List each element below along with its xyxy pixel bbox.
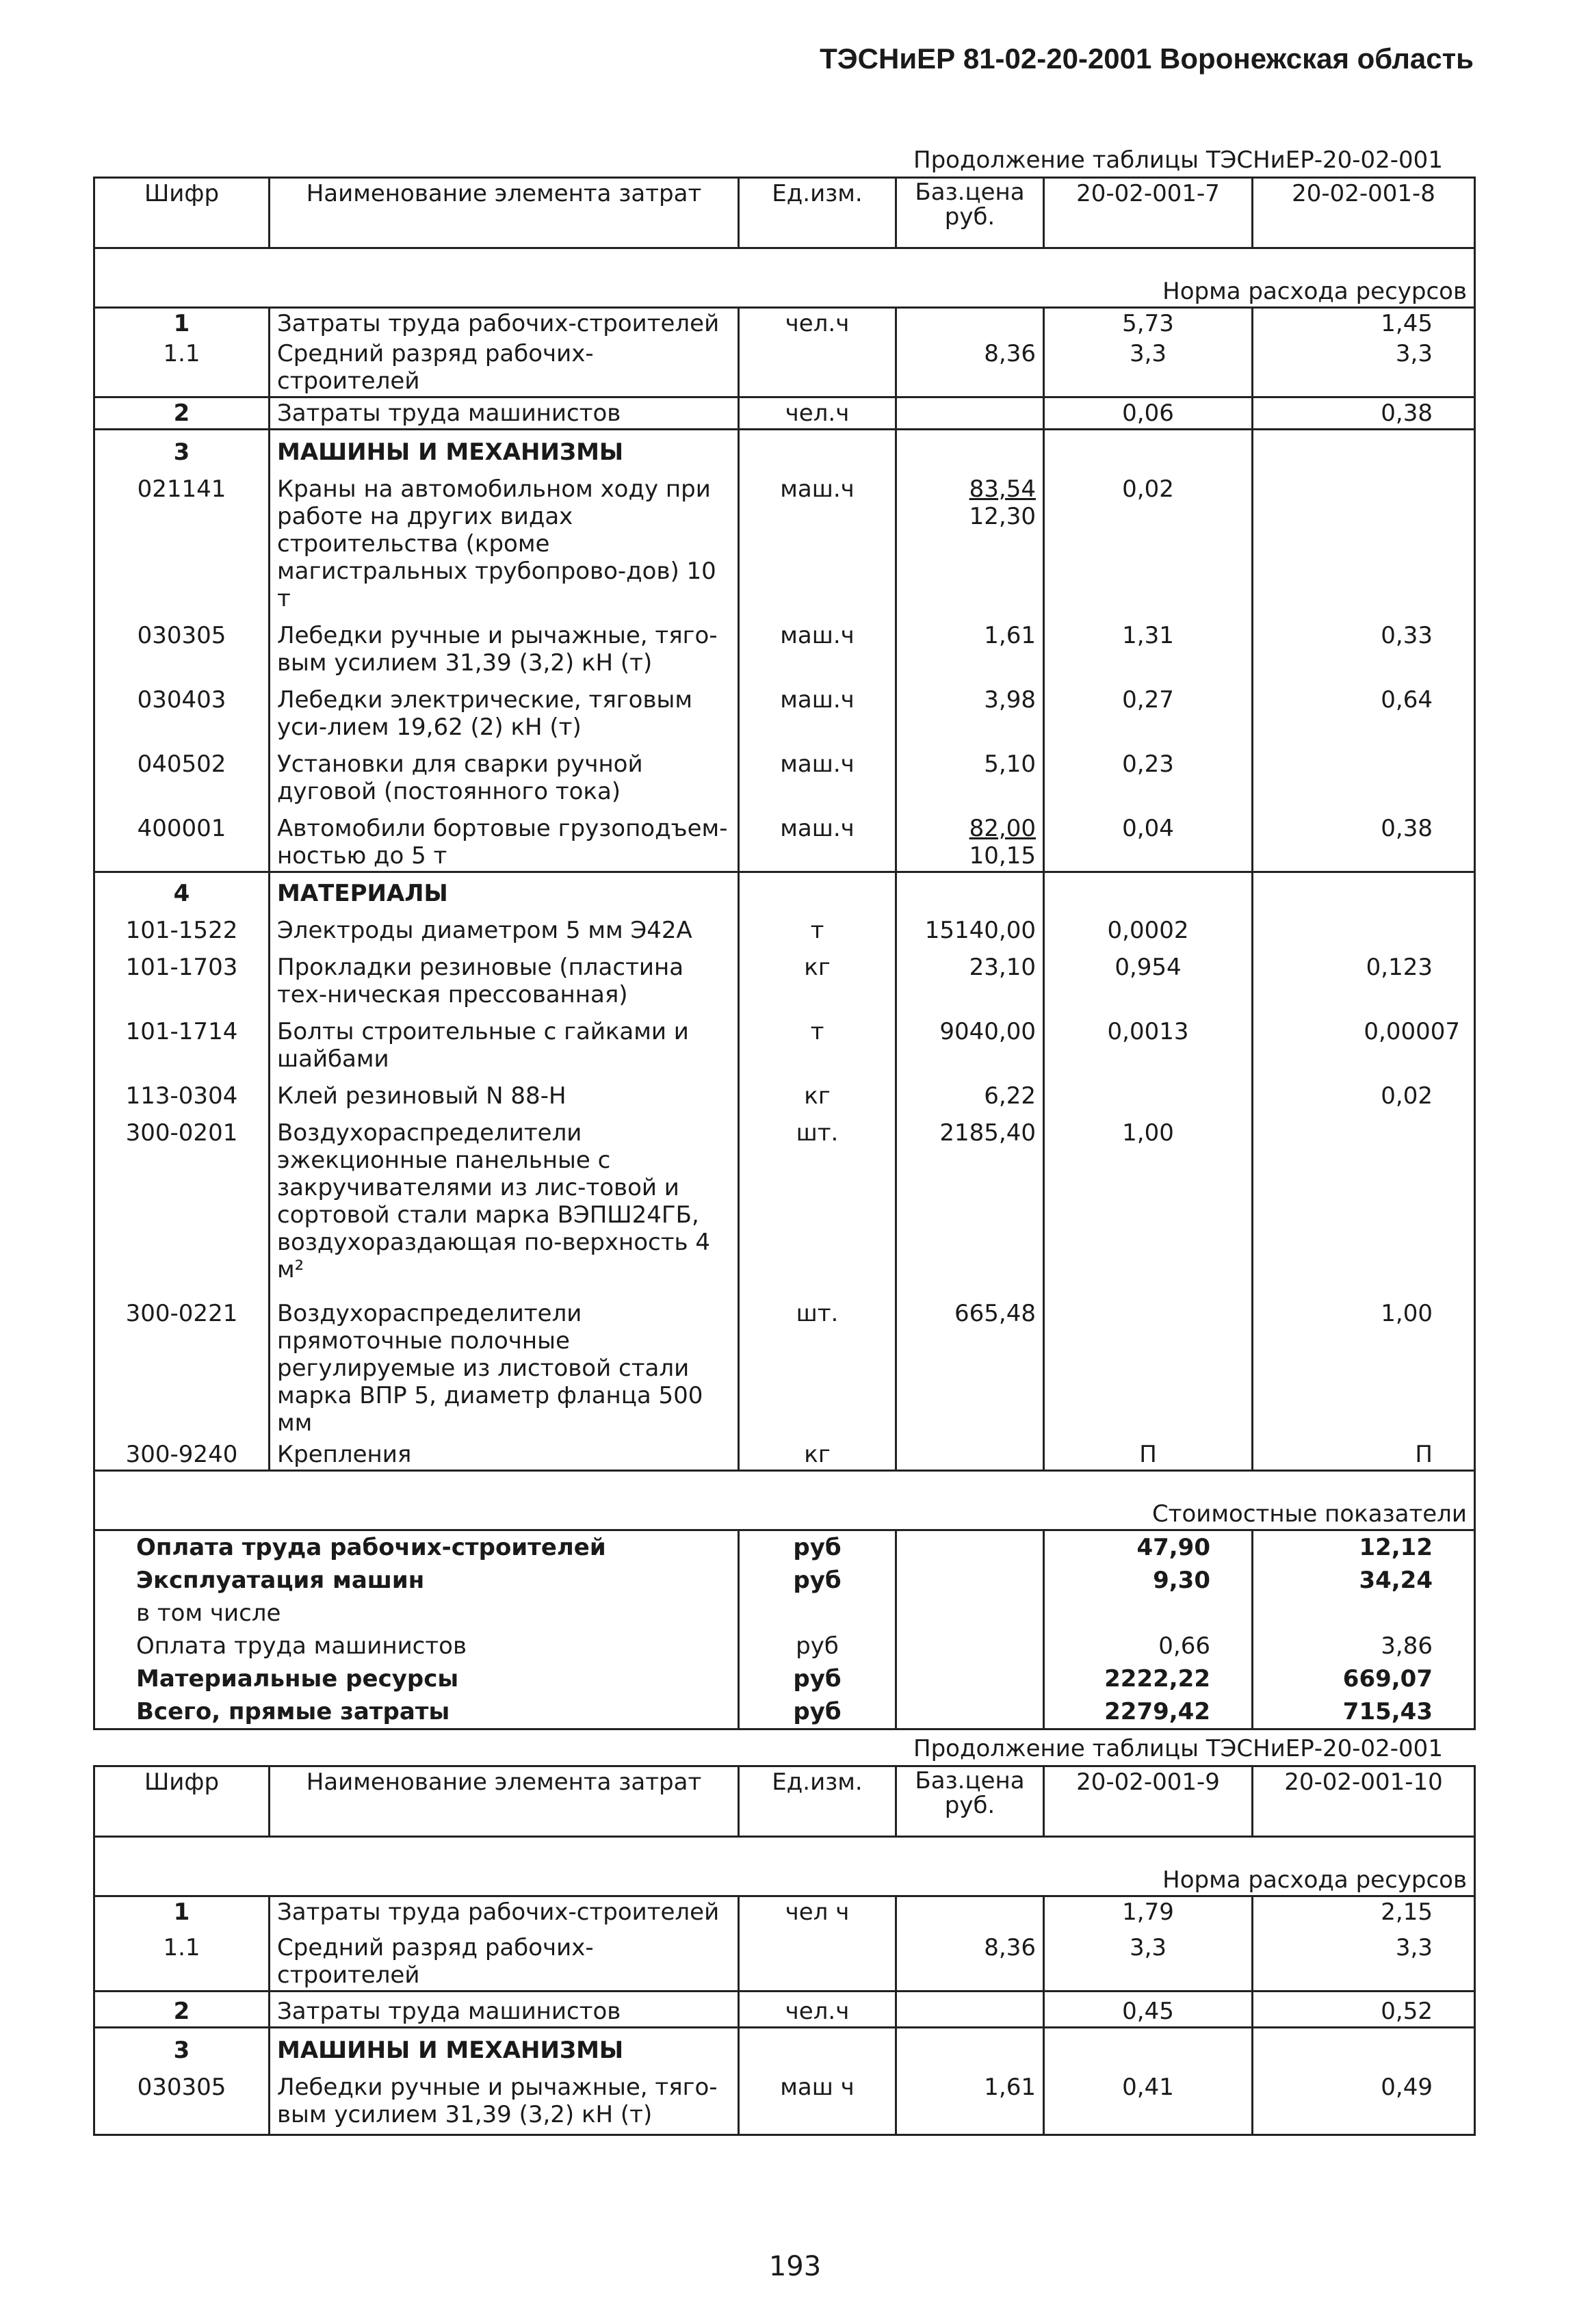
row-value-b [1253, 467, 1475, 614]
cost-row [94, 1564, 1475, 1597]
row-code: 2 [94, 1992, 270, 2028]
row-unit: маш.ч [739, 614, 896, 678]
row-unit: кг [739, 1438, 896, 1471]
spacer-row [94, 1471, 1475, 1500]
cost-name: Эксплуатация машин [94, 1564, 739, 1597]
table-row [94, 807, 1475, 872]
row-code: 021141 [94, 467, 270, 614]
col-header-price: Баз.цена руб. [896, 1766, 1044, 1837]
document-header: ТЭСНиЕР 81-02-20-2001 Воронежская область [820, 42, 1474, 75]
row-value-a: 0,27 [1044, 678, 1253, 742]
row-price-secondary: 12,30 [969, 503, 1036, 530]
row-value-a: 0,41 [1044, 2065, 1253, 2135]
page-number: 193 [768, 2251, 822, 2282]
row-price: 1,61 [896, 2065, 1044, 2135]
cost-value-b: 12,12 [1253, 1530, 1475, 1565]
col-header-b: 20-02-001-8 [1253, 178, 1475, 248]
table-row [94, 614, 1475, 678]
row-value-b [1253, 1111, 1475, 1292]
row-price-secondary: 10,15 [969, 842, 1036, 870]
row-code: 1.1 [94, 339, 270, 397]
row-price: 3,98 [896, 678, 1044, 742]
row-name: Болты строительные с гайками и шайбами [270, 1010, 739, 1074]
table-row [94, 909, 1475, 945]
row-code: 300-0221 [94, 1292, 270, 1438]
table-row [94, 2065, 1475, 2135]
norm-label-row [94, 276, 1475, 308]
row-value-a [1044, 1074, 1253, 1111]
row-unit [739, 339, 896, 397]
row-value-a: 1,31 [1044, 614, 1253, 678]
row-code: 1 [94, 1896, 270, 1928]
cost-value-b: 715,43 [1253, 1695, 1475, 1729]
row-value-a: П [1044, 1438, 1253, 1471]
cost-value-b: 3,86 [1253, 1630, 1475, 1662]
row-name: Лебедки электрические, тяговым уси-лием 19,62 (2) кН (т) [270, 678, 739, 742]
row-value-b: П [1253, 1438, 1475, 1471]
table-row [94, 397, 1475, 430]
row-unit: маш ч [739, 2065, 896, 2135]
cost-value-a [1044, 1597, 1253, 1630]
table-row [94, 1438, 1475, 1471]
row-price: 8,36 [896, 1927, 1044, 1992]
row-price [896, 467, 1044, 614]
row-code: 101-1703 [94, 945, 270, 1010]
table-row [94, 1992, 1475, 2028]
cost-value-a: 0,66 [1044, 1630, 1253, 1662]
row-price [896, 397, 1044, 430]
row-price: 665,48 [896, 1292, 1044, 1438]
row-name: Электроды диаметром 5 мм Э42А [270, 909, 739, 945]
row-value-a: 0,06 [1044, 397, 1253, 430]
row-unit: т [739, 909, 896, 945]
row-name: Лебедки ручные и рычажные, тяго-вым усилием 31,39 (3,2) кН (т) [270, 614, 739, 678]
row-value-a: 3,3 [1044, 339, 1253, 397]
row-unit: маш.ч [739, 742, 896, 807]
row-unit: т [739, 1010, 896, 1074]
table-row [94, 1292, 1475, 1438]
section-row-machines [94, 2028, 1475, 2066]
row-value-a: 0,23 [1044, 742, 1253, 807]
section-title: МАТЕРИАЛЫ [270, 872, 739, 909]
cost-label-row [94, 1499, 1475, 1530]
row-name: Воздухораспределители прямоточные полочные регулируемые из листовой стали марка ВПР 5, диаметр фланца 500 мм [270, 1292, 739, 1438]
table-row [94, 1896, 1475, 1928]
cost-row [94, 1695, 1475, 1729]
section-row-machines [94, 430, 1475, 468]
row-code: 030305 [94, 614, 270, 678]
row-price-main: 83,54 [969, 475, 1036, 503]
row-name: Автомобили бортовые грузоподъем-ностью до 5 т [270, 807, 739, 872]
row-value-a: 1,79 [1044, 1896, 1253, 1928]
row-unit: маш.ч [739, 467, 896, 614]
spacer-row [94, 248, 1475, 277]
row-value-a: 1,00 [1044, 1111, 1253, 1292]
cost-name: Оплата труда машинистов [94, 1630, 739, 1662]
section-title: МАШИНЫ И МЕХАНИЗМЫ [270, 430, 739, 468]
table-row [94, 678, 1475, 742]
row-name: Установки для сварки ручной дуговой (постоянного тока) [270, 742, 739, 807]
row-value-b [1253, 909, 1475, 945]
row-value-b: 3,3 [1253, 339, 1475, 397]
cost-value-a: 47,90 [1044, 1530, 1253, 1565]
col-header-b: 20-02-001-10 [1253, 1766, 1475, 1837]
col-header-name: Наименование элемента затрат [270, 1766, 739, 1837]
cost-name: в том числе [94, 1597, 739, 1630]
cost-value-a: 2222,22 [1044, 1662, 1253, 1695]
row-code: 040502 [94, 742, 270, 807]
row-value-b: 0,33 [1253, 614, 1475, 678]
row-code: 113-0304 [94, 1074, 270, 1111]
cost-unit: руб [739, 1662, 896, 1695]
norm-label: Норма расхода ресурсов [1044, 276, 1475, 308]
row-unit: кг [739, 945, 896, 1010]
row-price: 1,61 [896, 614, 1044, 678]
row-value-b: 1,00 [1253, 1292, 1475, 1438]
cost-unit: руб [739, 1564, 896, 1597]
row-unit: шт. [739, 1292, 896, 1438]
row-value-b: 0,38 [1253, 807, 1475, 872]
table-row [94, 1074, 1475, 1111]
row-price: 6,22 [896, 1074, 1044, 1111]
cost-row [94, 1530, 1475, 1565]
row-name: Затраты труда рабочих-строителей [270, 1896, 739, 1928]
row-code: 101-1522 [94, 909, 270, 945]
row-unit: чел.ч [739, 308, 896, 339]
row-price [896, 1992, 1044, 2028]
row-value-b: 0,49 [1253, 2065, 1475, 2135]
row-value-b: 0,52 [1253, 1992, 1475, 2028]
cost-row [94, 1630, 1475, 1662]
row-price [896, 1438, 1044, 1471]
table-row [94, 1010, 1475, 1074]
row-price: 2185,40 [896, 1111, 1044, 1292]
col-header-price: Баз.цена руб. [896, 178, 1044, 248]
cost-row [94, 1597, 1475, 1630]
row-name: Затраты труда машинистов [270, 397, 739, 430]
row-name: Затраты труда машинистов [270, 1992, 739, 2028]
row-price [896, 1896, 1044, 1928]
row-value-b: 2,15 [1253, 1896, 1475, 1928]
table-row [94, 339, 1475, 397]
cost-row [94, 1662, 1475, 1695]
row-code: 030305 [94, 2065, 270, 2135]
col-header-name: Наименование элемента затрат [270, 178, 739, 248]
norm-label: Норма расхода ресурсов [1044, 1865, 1475, 1896]
row-value-b: 1,45 [1253, 308, 1475, 339]
row-unit: кг [739, 1074, 896, 1111]
table-row [94, 742, 1475, 807]
cost-label: Стоимостные показатели [1044, 1499, 1475, 1530]
row-value-a: 0,0013 [1044, 1010, 1253, 1074]
row-code: 3 [94, 2028, 270, 2066]
row-code: 2 [94, 397, 270, 430]
row-name: Краны на автомобильном ходу при работе на других видах строительства (кроме магистральных трубопрово-дов) 10 т [270, 467, 739, 614]
row-price: 23,10 [896, 945, 1044, 1010]
cost-unit: руб [739, 1695, 896, 1729]
norm-label-row [94, 1865, 1475, 1896]
row-value-b: 0,123 [1253, 945, 1475, 1010]
row-price: 9040,00 [896, 1010, 1044, 1074]
row-code: 101-1714 [94, 1010, 270, 1074]
table-header-row [94, 1766, 1475, 1837]
col-header-unit: Ед.изм. [739, 1766, 896, 1837]
cost-unit: руб [739, 1630, 896, 1662]
row-value-a: 0,02 [1044, 467, 1253, 614]
cost-value-b: 34,24 [1253, 1564, 1475, 1597]
row-value-a: 0,954 [1044, 945, 1253, 1010]
row-name: Средний разряд рабочих-строителей [270, 339, 739, 397]
row-price-main: 82,00 [969, 815, 1036, 842]
row-value-a [1044, 1292, 1253, 1438]
row-value-a: 0,45 [1044, 1992, 1253, 2028]
row-name: Клей резиновый N 88-Н [270, 1074, 739, 1111]
cost-value-b: 669,07 [1253, 1662, 1475, 1695]
table-header-row [94, 178, 1475, 248]
table-row [94, 945, 1475, 1010]
row-code: 030403 [94, 678, 270, 742]
col-header-code: Шифр [94, 1766, 270, 1837]
row-unit: маш.ч [739, 678, 896, 742]
col-header-code: Шифр [94, 178, 270, 248]
row-name: Прокладки резиновые (пластина тех-ническая прессованная) [270, 945, 739, 1010]
table2-continuation-label: Продолжение таблицы ТЭСНиЕР-20-02-001 [913, 1735, 1443, 1762]
row-price [896, 308, 1044, 339]
row-value-b: 3,3 [1253, 1927, 1475, 1992]
cost-name: Оплата труда рабочих-строителей [94, 1530, 739, 1565]
row-code: 3 [94, 430, 270, 468]
cost-unit: руб [739, 1530, 896, 1565]
resource-table-2 [93, 1765, 1476, 2136]
row-unit: чел.ч [739, 1992, 896, 2028]
table-row [94, 467, 1475, 614]
row-unit: чел.ч [739, 397, 896, 430]
row-code: 1.1 [94, 1927, 270, 1992]
cost-value-b [1253, 1597, 1475, 1630]
row-value-a: 5,73 [1044, 308, 1253, 339]
table-row [94, 1927, 1475, 1992]
row-name: Лебедки ручные и рычажные, тяго-вым усилием 31,39 (3,2) кН (т) [270, 2065, 739, 2135]
table-row [94, 1111, 1475, 1292]
row-name: Крепления [270, 1438, 739, 1471]
row-price: 15140,00 [896, 909, 1044, 945]
row-name: Средний разряд рабочих-строителей [270, 1927, 739, 1992]
resource-table-1 [93, 177, 1476, 1730]
row-code: 300-9240 [94, 1438, 270, 1471]
row-value-a: 0,0002 [1044, 909, 1253, 945]
col-header-unit: Ед.изм. [739, 178, 896, 248]
row-code: 300-0201 [94, 1111, 270, 1292]
row-value-a: 0,04 [1044, 807, 1253, 872]
col-header-a: 20-02-001-9 [1044, 1766, 1253, 1837]
cost-name: Материальные ресурсы [94, 1662, 739, 1695]
row-price: 5,10 [896, 742, 1044, 807]
row-code: 4 [94, 872, 270, 909]
section-row-materials [94, 872, 1475, 909]
row-code: 1 [94, 308, 270, 339]
cost-value-a: 2279,42 [1044, 1695, 1253, 1729]
table1-continuation-label: Продолжение таблицы ТЭСНиЕР-20-02-001 [913, 146, 1443, 174]
row-unit: шт. [739, 1111, 896, 1292]
row-value-b: 0,38 [1253, 397, 1475, 430]
row-value-b [1253, 742, 1475, 807]
row-value-b: 0,00007 [1253, 1010, 1475, 1074]
row-price [896, 807, 1044, 872]
row-unit: маш.ч [739, 807, 896, 872]
table-row [94, 308, 1475, 339]
col-header-a: 20-02-001-7 [1044, 178, 1253, 248]
row-code: 400001 [94, 807, 270, 872]
row-unit: чел ч [739, 1896, 896, 1928]
row-unit [739, 1927, 896, 1992]
row-name: Затраты труда рабочих-строителей [270, 308, 739, 339]
row-value-b: 0,02 [1253, 1074, 1475, 1111]
cost-name: Всего, прямые затраты [94, 1695, 739, 1729]
section-title: МАШИНЫ И МЕХАНИЗМЫ [270, 2028, 739, 2066]
row-price: 8,36 [896, 339, 1044, 397]
row-value-b: 0,64 [1253, 678, 1475, 742]
row-name: Воздухораспределители эжекционные панельные с закручивателями из лис-товой и сортовой стали марка ВЭПШ24ГБ, воздухораздающая по-верхность 4 м² [270, 1111, 739, 1292]
row-value-a: 3,3 [1044, 1927, 1253, 1992]
spacer-row [94, 1837, 1475, 1866]
cost-value-a: 9,30 [1044, 1564, 1253, 1597]
cost-unit [739, 1597, 896, 1630]
